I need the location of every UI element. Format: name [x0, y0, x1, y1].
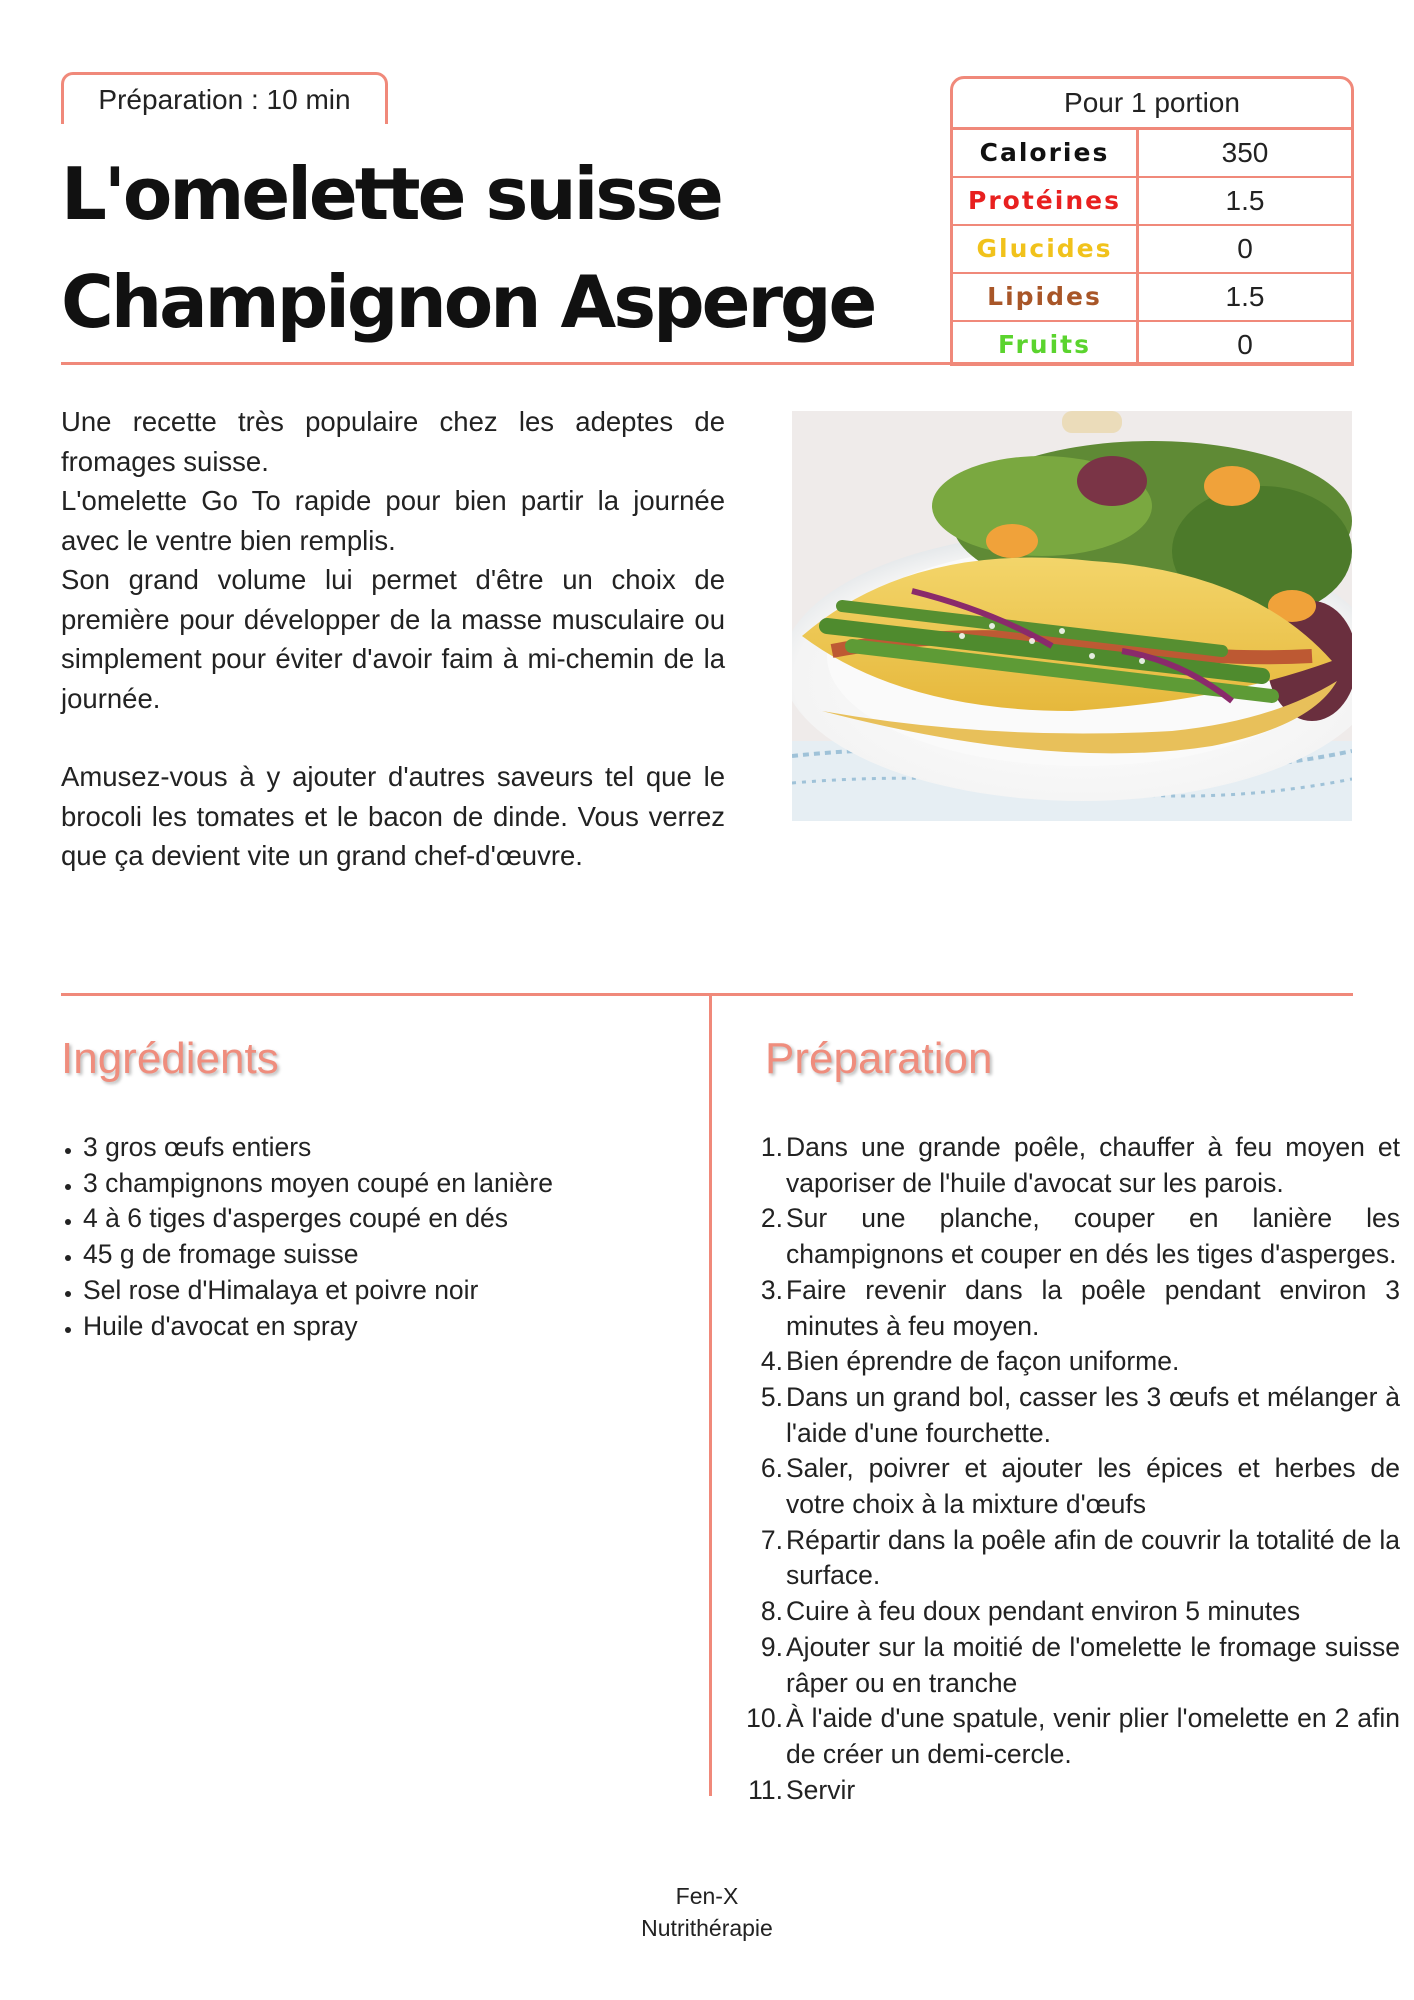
nutrition-label: Calories [953, 130, 1139, 176]
section-divider [61, 993, 1353, 996]
ingredient-item: • 3 gros œufs entiers [83, 1130, 703, 1166]
recipe-intro [61, 402, 725, 876]
nutrition-value: 1.5 [1225, 281, 1265, 312]
nutrition-row-calories [953, 130, 1351, 178]
step-text: Répartir dans la poêle afin de couvrir la totalité de la surface. [786, 1524, 1400, 1591]
nutrition-label: Fruits [953, 322, 1139, 366]
footer-brand [0, 1880, 1414, 1944]
intro-paragraph: Une recette très populaire chez les adeptes de fromages suisse. [61, 406, 725, 477]
nutrition-value: 1.5 [1225, 185, 1265, 216]
preparation-step: 8. Cuire à feu doux pendant environ 5 minutes [742, 1594, 1400, 1630]
preparation-step: 10. À l'aide d'une spatule, venir plier l'omelette en 2 afin de créer un demi-cercle. [742, 1701, 1400, 1772]
nutrition-header: Pour 1 portion [953, 79, 1351, 130]
step-text: Dans un grand bol, casser les 3 œufs et mélanger à l'aide d'une fourchette. [786, 1381, 1400, 1448]
ingredients-title: Ingrédients [61, 1034, 279, 1083]
step-text: Bien éprendre de façon uniforme. [786, 1346, 1180, 1377]
preparation-title: Préparation [765, 1034, 993, 1083]
preparation-step: 9. Ajouter sur la moitié de l'omelette le fromage suisse râper ou en tranche [742, 1630, 1400, 1701]
ingredients-list [61, 1130, 703, 1344]
preparation-step: 6. Saler, poivrer et ajouter les épices et herbes de votre choix à la mixture d'œufs [742, 1451, 1400, 1522]
preparation-step: 5. Dans un grand bol, casser les 3 œufs et mélanger à l'aide d'une fourchette. [742, 1380, 1400, 1451]
nutrition-row-glucides [953, 226, 1351, 274]
recipe-title [61, 140, 881, 356]
nutrition-value: 350 [1221, 137, 1269, 168]
preparation-steps [742, 1130, 1400, 1808]
nutrition-table [950, 76, 1354, 366]
preparation-step: 2. Sur une planche, couper en lanière les champignons et couper en dés les tiges d'asperges. [742, 1201, 1400, 1272]
recipe-title-line2: Champignon Asperge [61, 260, 875, 344]
nutrition-label: Glucides [953, 226, 1139, 272]
intro-paragraph: Amusez-vous à y ajouter d'autres saveurs tel que le brocoli les tomates et le bacon de dinde. Vous verrez que ça devient vite un grand chef-d'œuvre. [61, 761, 725, 871]
omelette-plate-photo [792, 411, 1352, 821]
recipe-title-line1: L'omelette suisse [61, 152, 721, 236]
preparation-step: 4. Bien éprendre de façon uniforme. [742, 1344, 1400, 1380]
preparation-step: 3. Faire revenir dans la poêle pendant environ 3 minutes à feu moyen. [742, 1273, 1400, 1344]
preparation-step: 11. Servir [742, 1773, 1400, 1809]
nutrition-value: 0 [1237, 329, 1253, 360]
preparation-step: 7. Répartir dans la poêle afin de couvrir la totalité de la surface. [742, 1523, 1400, 1594]
ingredient-item: • Huile d'avocat en spray [83, 1309, 703, 1345]
intro-paragraph: L'omelette Go To rapide pour bien partir la journée avec le ventre bien remplis. [61, 485, 725, 556]
intro-paragraph: Son grand volume lui permet d'être un choix de première pour développer de la masse musculaire ou simplement pour éviter d'avoir faim à mi-chemin de la journée. [61, 564, 725, 714]
nutrition-row-lipides [953, 274, 1351, 322]
step-text: Cuire à feu doux pendant environ 5 minutes [786, 1596, 1301, 1627]
footer-line: Fen-X [675, 1883, 739, 1909]
nutrition-label: Protéines [953, 178, 1139, 224]
step-text: Faire revenir dans la poêle pendant environ 3 minutes à feu moyen. [786, 1274, 1400, 1341]
step-text: Ajouter sur la moitié de l'omelette le fromage suisse râper ou en tranche [786, 1631, 1400, 1698]
nutrition-row-fruits [953, 322, 1351, 366]
nutrition-value: 0 [1237, 233, 1253, 264]
prep-time-badge: Préparation : 10 min [61, 72, 388, 124]
step-text: Dans une grande poêle, chauffer à feu moyen et vaporiser de l'huile d'avocat sur les parois. [786, 1132, 1400, 1198]
ingredient-item: • 3 champignons moyen coupé en lanière [83, 1166, 703, 1202]
header-divider [61, 362, 1353, 365]
step-text: À l'aide d'une spatule, venir plier l'omelette en 2 afin de créer un demi-cercle. [786, 1703, 1400, 1769]
column-divider [709, 996, 712, 1796]
ingredient-item: • Sel rose d'Himalaya et poivre noir [83, 1273, 703, 1309]
preparation-step: 1. Dans une grande poêle, chauffer à feu moyen et vaporiser de l'huile d'avocat sur les parois. [742, 1130, 1400, 1201]
step-text: Servir [786, 1774, 856, 1805]
ingredient-item: • 4 à 6 tiges d'asperges coupé en dés [83, 1201, 703, 1237]
ingredient-item: • 45 g de fromage suisse [83, 1237, 703, 1273]
step-text: Saler, poivrer et ajouter les épices et herbes de votre choix à la mixture d'œufs [786, 1453, 1400, 1520]
footer-line: Nutrithérapie [641, 1915, 773, 1941]
nutrition-row-proteines [953, 178, 1351, 226]
step-text: Sur une planche, couper en lanière les champignons et couper en dés les tiges d'asperges. [786, 1203, 1400, 1270]
omelette-plate-illustration [792, 411, 1352, 821]
nutrition-label: Lipides [953, 274, 1139, 320]
